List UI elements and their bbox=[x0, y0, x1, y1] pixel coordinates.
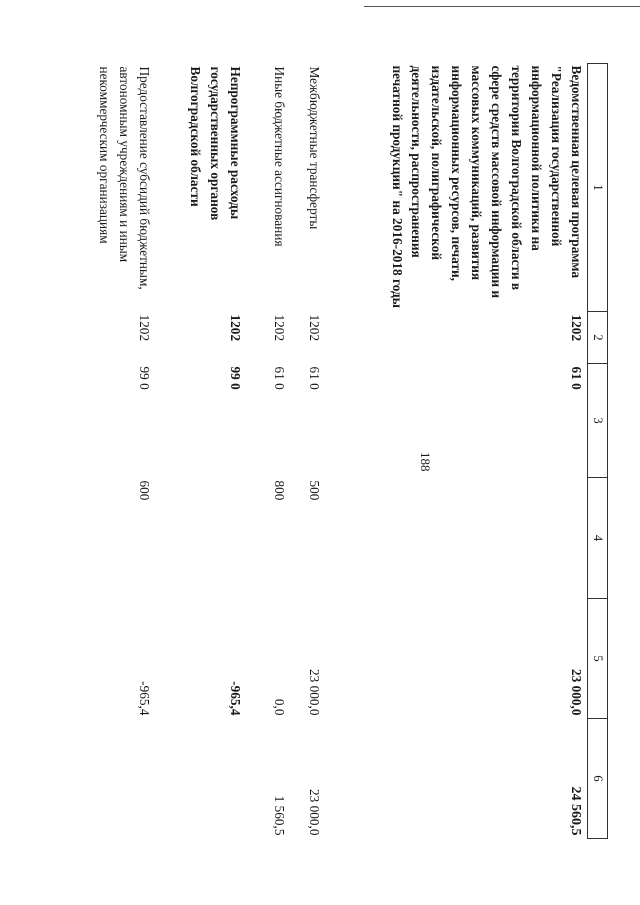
header-col-1: 1 bbox=[588, 64, 608, 312]
table-row bbox=[154, 64, 245, 839]
budget-table-wrapper bbox=[94, 63, 608, 839]
row-target-code: 99 0 bbox=[228, 366, 243, 390]
table-row bbox=[291, 64, 338, 839]
page-number: 188 bbox=[418, 452, 433, 472]
table-row bbox=[94, 64, 154, 839]
budget-table bbox=[94, 63, 608, 839]
row-section-code: 1202 bbox=[307, 314, 322, 342]
row-expense-type: 800 bbox=[272, 480, 287, 501]
table-row bbox=[245, 64, 291, 839]
row-section-code: 1202 bbox=[228, 314, 243, 342]
header-col-2: 2 bbox=[588, 312, 608, 364]
row-name: Непрограммные расходы государственных органов Волгоградской области bbox=[188, 66, 243, 221]
row-section-code: 1202 bbox=[272, 314, 287, 342]
header-col-4: 4 bbox=[588, 478, 608, 599]
row-name: Предоставление субсидий бюджетным, автономным учреждениям и иным некоммерческим организациям bbox=[97, 66, 152, 290]
row-value-6: 23 000,0 bbox=[307, 788, 322, 836]
row-name: Ведомственная целевая программа "Реализация государственной информационной политики на территории Волгоградской области в сфере средств массовой информации и массовых коммуникаций, развития информационных ресурсов, печати, издательской, полиграфической деятельности, распространения печатной продукции" на 2016-2018 годы bbox=[389, 65, 584, 309]
header-col-6: 6 bbox=[588, 719, 608, 839]
row-value-6: 1 560,5 bbox=[272, 795, 287, 836]
row-value-5: -965,4 bbox=[137, 681, 152, 716]
row-value-5: 0,0 bbox=[272, 698, 287, 716]
row-section-code: 1202 bbox=[137, 314, 152, 342]
row-value-5: 23 000,0 bbox=[569, 668, 584, 716]
header-row bbox=[588, 64, 608, 839]
row-name: Иные бюджетные ассигнования bbox=[272, 66, 287, 247]
table-row bbox=[338, 64, 588, 839]
header-col-5: 5 bbox=[588, 599, 608, 719]
row-expense-type: 600 bbox=[137, 480, 152, 501]
row-expense-type: 500 bbox=[307, 480, 322, 501]
row-value-5: -965,4 bbox=[228, 681, 243, 716]
row-target-code: 61 0 bbox=[569, 366, 584, 390]
row-value-6: 24 560,5 bbox=[568, 786, 583, 836]
header-col-3: 3 bbox=[588, 364, 608, 478]
row-target-code: 99 0 bbox=[137, 366, 152, 390]
rotated-page-content bbox=[80, 0, 620, 905]
row-value-5: 23 000,0 bbox=[307, 668, 322, 716]
row-section-code: 1202 bbox=[569, 314, 584, 342]
row-target-code: 61 0 bbox=[307, 366, 322, 390]
row-value-6 bbox=[154, 719, 245, 839]
row-target-code: 61 0 bbox=[272, 366, 287, 390]
row-expense-type bbox=[338, 478, 588, 599]
row-expense-type bbox=[154, 478, 245, 599]
row-value-6 bbox=[94, 719, 154, 839]
row-name: Межбюджетные трансферты bbox=[307, 66, 322, 230]
